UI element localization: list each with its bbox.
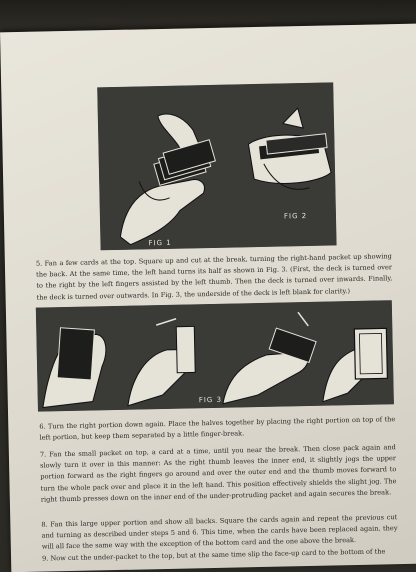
fig-3-label: FIG 3 xyxy=(198,395,223,405)
fig-2-label: FIG 2 xyxy=(283,211,308,221)
step-5-paragraph: 5. Fan a few cards at the top. Square up and cut at the break, turning the right-hand packet up showing the back. At the same time, the left hand turns its half as shown in Fig. 3. (First, the deck is turned over to the right by the left fingers assisted by the left thumb. Then the deck is turned over inwards. Finally, the deck is turned over outwards. In Fig. 3, the underside of the deck is left blank for clarity.) xyxy=(35,252,393,302)
fig-1-label: FIG 1 xyxy=(148,238,172,248)
hands-with-cards-drawing xyxy=(97,82,336,250)
step-9-paragraph: 9. Now cut the under-packet to the top, but at the same time slip the face-up card to the bottom of the xyxy=(41,547,386,563)
book-page xyxy=(0,24,416,572)
illustration-fig-1-2 xyxy=(97,82,336,250)
step-8-paragraph: 8. Fan this large upper portion and show all backs. Square the cards again and repeat the previous cut and turning as described under steps 5 and 6. This time, when the cards have been replaced again, they will all face the same way with the exception of the bottom card and the one above the break. xyxy=(41,513,398,551)
step-7-paragraph: 7. Fan the small packet on top, a card at a time, until you near the break. Then close pack again and slowly turn it over in this manner: As the right thumb leaves the inner end, it slightly jogs the upper portion forward as the right fingers go around and over the outer end and the thumb moves forward to turn the whole pack over and place it in the left hand. This position effectively shields the slight jog. The right thumb presses down on the inner end of the under-protruding packet and again secures the break. xyxy=(39,443,397,504)
step-6-paragraph: 6. Turn the right portion down again. Place the halves together by placing the right portion on top of the left portion, but keep them separated by a little finger-break. xyxy=(39,415,396,442)
